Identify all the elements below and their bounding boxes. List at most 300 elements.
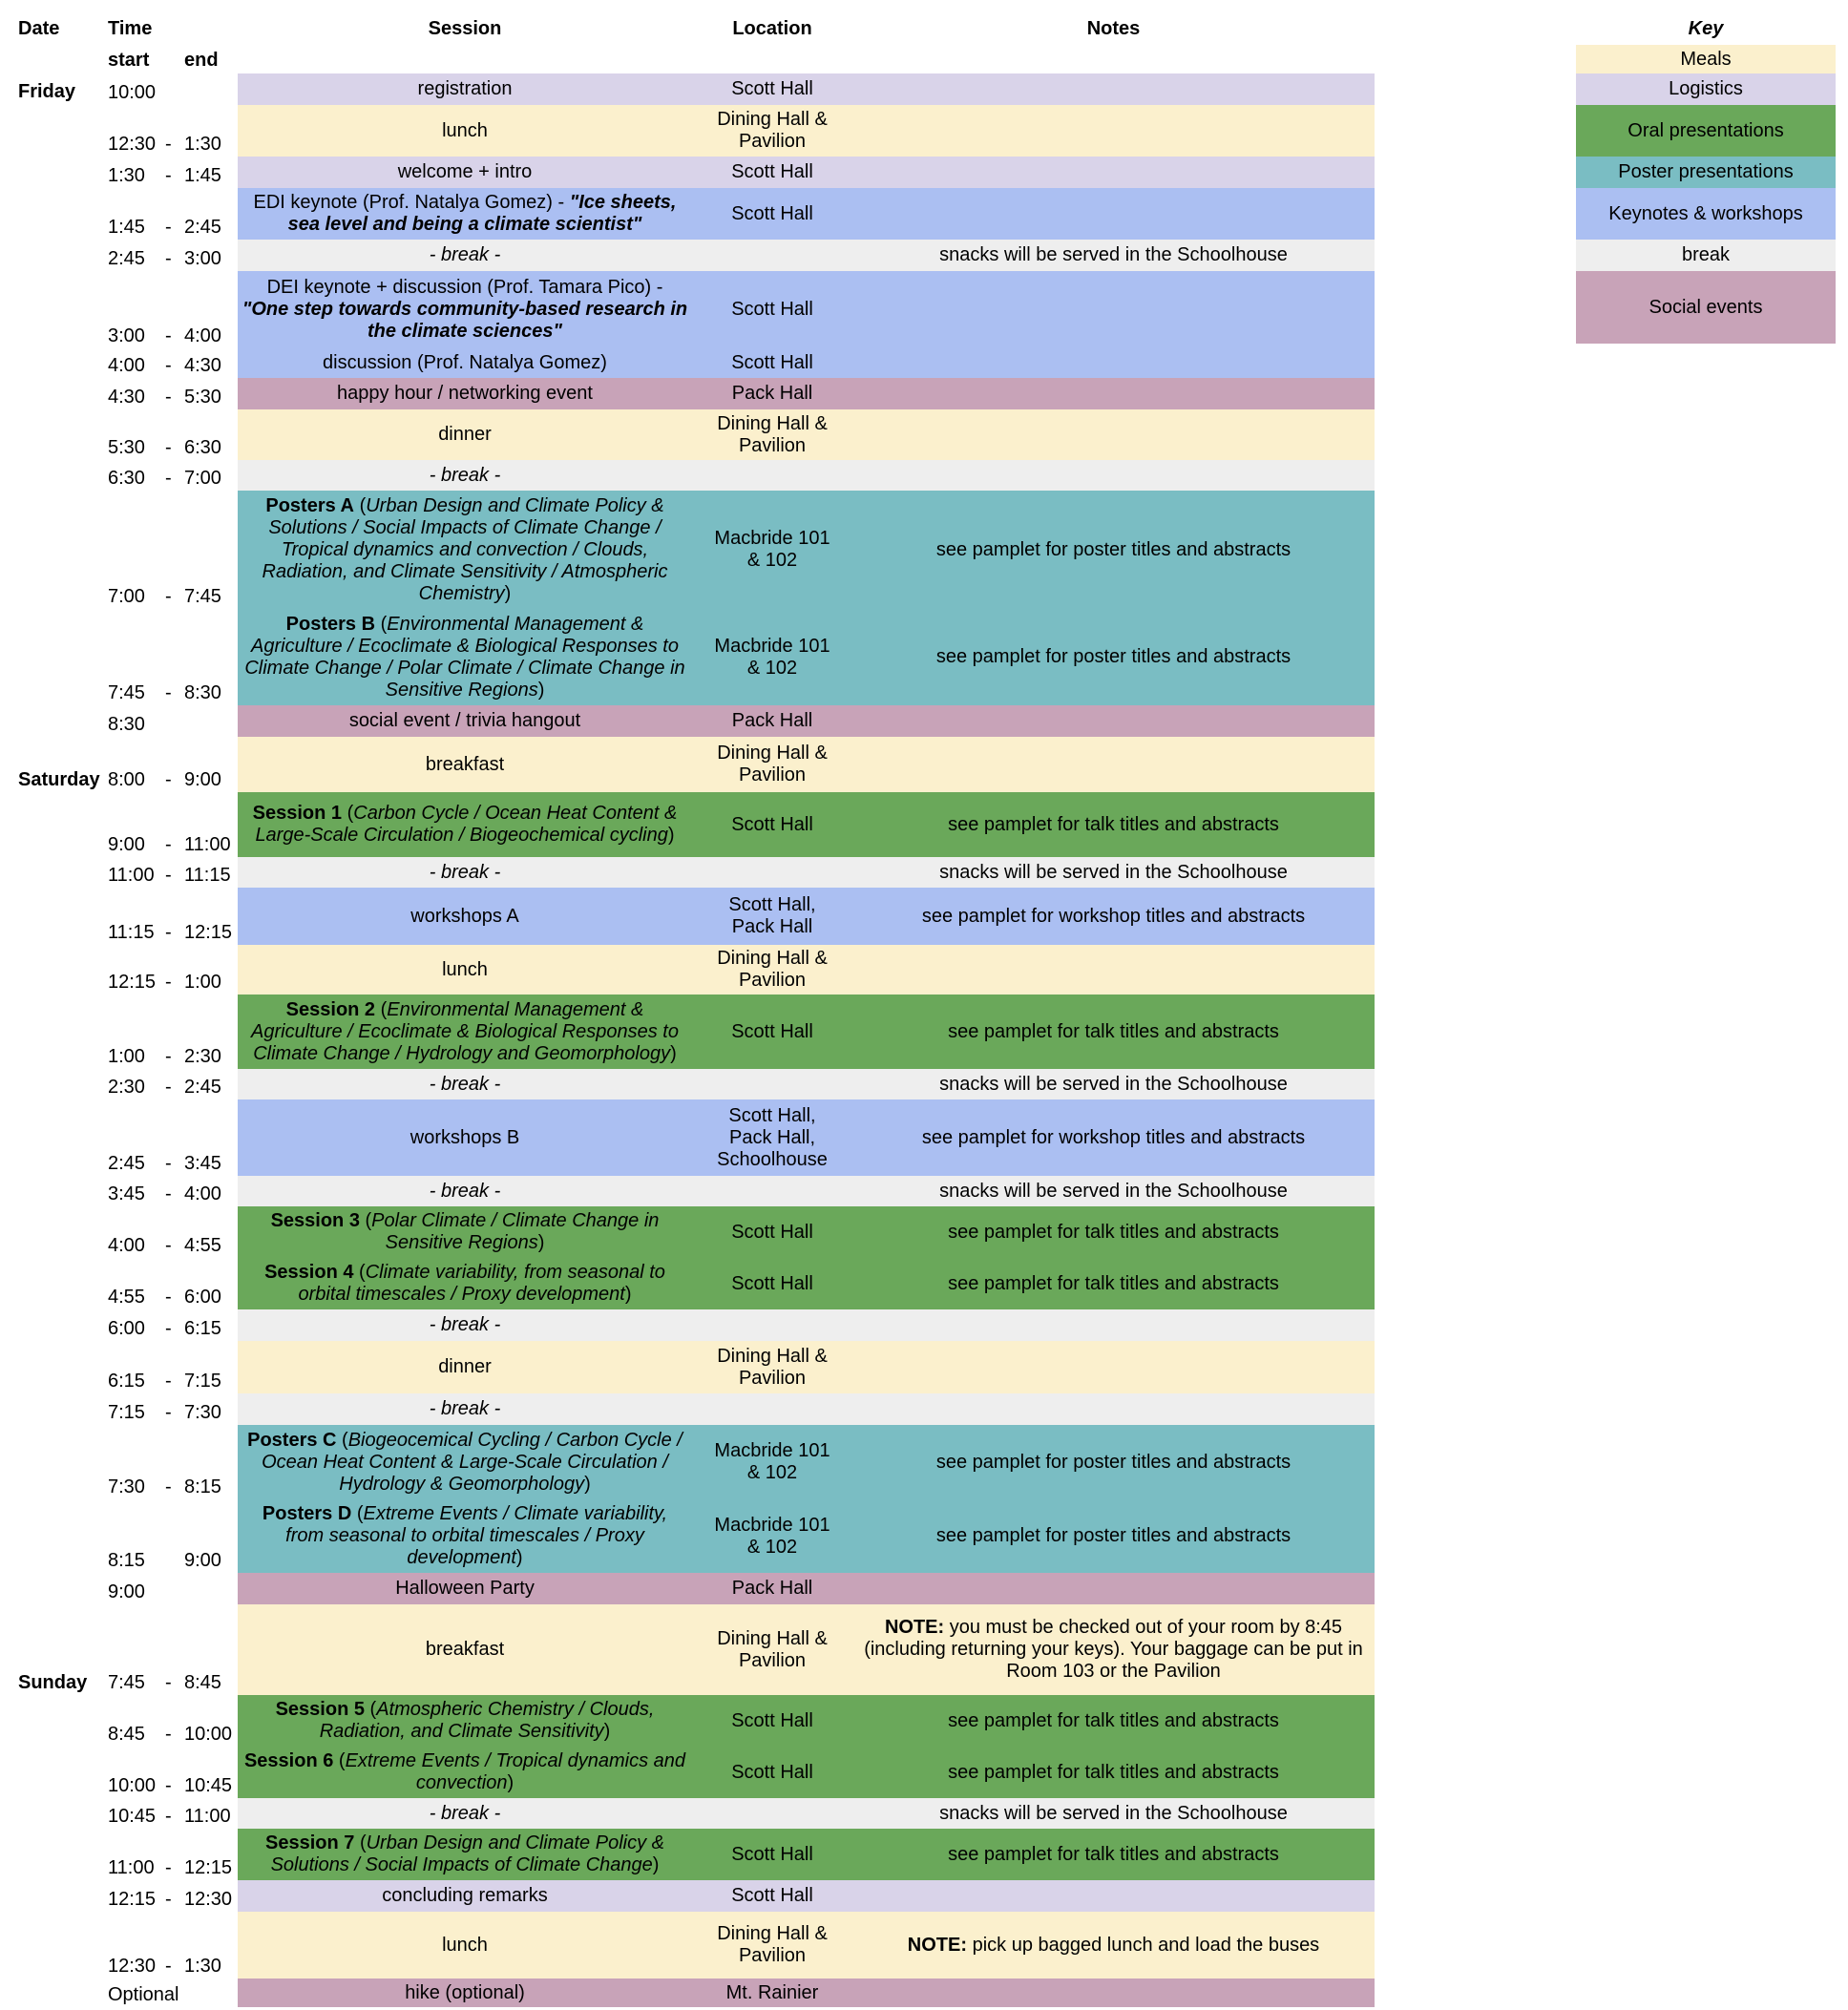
location-cell: Macbride 101 & 102 xyxy=(714,1440,830,1483)
time-start: 6:30 xyxy=(108,468,145,489)
table-row xyxy=(0,792,1375,857)
time-start: 1:45 xyxy=(108,217,145,238)
key-item: break xyxy=(1576,240,1836,271)
time-start: 1:30 xyxy=(108,165,145,186)
session-cell xyxy=(238,188,692,240)
notes-cell: see pamplet for poster titles and abstracts xyxy=(935,1525,1292,1546)
time-start: Optional xyxy=(108,1984,179,2005)
key-item: Social events xyxy=(1576,271,1836,344)
session-cell xyxy=(238,945,692,995)
notes-cell: see pamplet for talk titles and abstracts xyxy=(948,1709,1279,1731)
session-cell xyxy=(238,1604,692,1695)
session-text: Posters C xyxy=(247,1429,337,1451)
header-notes: Notes xyxy=(1086,18,1141,39)
time-start: 12:15 xyxy=(108,972,157,993)
notes-cell: see pamplet for poster titles and abstracts xyxy=(935,646,1292,667)
time-end: 1:30 xyxy=(184,1956,221,1977)
time-separator: - xyxy=(165,1806,172,1827)
time-separator: - xyxy=(165,1889,172,1910)
key-item: Logistics xyxy=(1576,73,1836,105)
session-text: ( xyxy=(353,1262,366,1283)
session-text: - break - xyxy=(429,1802,501,1824)
notes-cell: see pamplet for talk titles and abstracts xyxy=(948,813,1279,835)
time-end: 7:00 xyxy=(184,468,221,489)
notes-cell: see pamplet for talk titles and abstracts xyxy=(948,1020,1279,1042)
session-text: ( xyxy=(375,613,388,635)
time-end: 8:45 xyxy=(184,1672,221,1693)
time-separator: - xyxy=(165,1956,172,1977)
table-row xyxy=(0,1573,1375,1604)
session-cell xyxy=(238,1206,692,1258)
time-start: 7:15 xyxy=(108,1402,145,1423)
session-cell xyxy=(238,609,692,705)
time-separator: - xyxy=(165,865,172,886)
location-cell: Dining Hall & Pavilion xyxy=(717,412,828,456)
session-text: ) xyxy=(507,1772,514,1793)
table-row xyxy=(0,491,1375,609)
session-text: - break - xyxy=(429,861,501,883)
time-end: 11:00 xyxy=(184,834,231,855)
key-item: Poster presentations xyxy=(1576,157,1836,188)
session-text: DEI keynote + discussion (Prof. Tamara Pico) - xyxy=(266,277,663,298)
session-text: - break - xyxy=(429,244,501,265)
location-cell: Scott Hall, Pack Hall, Schoolhouse xyxy=(717,1104,828,1170)
session-cell xyxy=(238,1393,692,1425)
table-row xyxy=(0,1393,1375,1425)
session-cell xyxy=(238,1880,692,1912)
session-cell xyxy=(238,737,692,792)
session-cell xyxy=(238,1069,692,1099)
time-start: 4:55 xyxy=(108,1287,145,1308)
time-start: 11:15 xyxy=(108,922,155,943)
location-cell xyxy=(692,1798,852,1829)
session-text: ) xyxy=(537,1232,545,1253)
notes-cell xyxy=(852,105,1375,157)
session-text: Carbon Cycle / Ocean Heat Content & Large-Scale Circulation / Biogeochemical cycling xyxy=(255,803,678,846)
session-text: Polar Climate / Climate Change in Sensitive Regions xyxy=(371,1210,660,1253)
table-row xyxy=(0,378,1375,409)
time-separator: - xyxy=(165,1476,172,1497)
session-text: Session 2 xyxy=(285,998,376,1020)
table-row xyxy=(0,1206,1375,1258)
session-text: - break - xyxy=(429,1314,501,1335)
session-text: social event / trivia hangout xyxy=(348,710,581,731)
location-cell: Scott Hall xyxy=(731,299,813,320)
table-row xyxy=(0,609,1375,705)
time-end: 9:00 xyxy=(184,769,221,790)
session-text: lunch xyxy=(442,1934,488,1956)
time-separator: - xyxy=(165,1724,172,1745)
table-row xyxy=(0,1258,1375,1309)
location-cell xyxy=(692,1309,852,1341)
table-row xyxy=(0,1499,1375,1573)
session-text: discussion (Prof. Natalya Gomez) xyxy=(323,352,607,373)
time-end: 1:45 xyxy=(184,165,221,186)
notes-cell xyxy=(852,1979,1375,2007)
session-text: ( xyxy=(364,1699,377,1720)
location-cell: Scott Hall xyxy=(731,161,813,182)
time-start: 2:30 xyxy=(108,1077,145,1098)
table-row xyxy=(0,1341,1375,1393)
notes-cell xyxy=(852,1309,1375,1341)
notes-emphasis: NOTE: xyxy=(884,1617,945,1638)
location-cell: Dining Hall & Pavilion xyxy=(717,948,828,991)
location-cell: Pack Hall xyxy=(731,710,813,731)
session-text: dinner xyxy=(438,424,492,445)
time-end: 1:00 xyxy=(184,972,221,993)
time-end: 8:30 xyxy=(184,682,221,703)
time-separator: - xyxy=(165,834,172,855)
session-text: happy hour / networking event xyxy=(337,383,593,404)
location-cell xyxy=(692,1176,852,1206)
table-row xyxy=(0,995,1375,1069)
session-cell xyxy=(238,1798,692,1829)
time-start: 12:30 xyxy=(108,134,157,155)
location-cell xyxy=(692,857,852,888)
session-text: concluding remarks xyxy=(382,1885,548,1906)
table-row xyxy=(0,157,1375,188)
session-cell xyxy=(238,1258,692,1309)
session-text: ( xyxy=(354,1832,367,1853)
session-text: ) xyxy=(652,1854,660,1875)
table-row xyxy=(0,409,1375,460)
session-text: "Ice sheets, sea level and being a climate scientist" xyxy=(287,192,677,235)
notes-cell: snacks will be served in the Schoolhouse xyxy=(939,244,1288,265)
location-cell: Dining Hall & Pavilion xyxy=(717,1627,828,1671)
time-separator: - xyxy=(165,1287,172,1308)
session-text: - break - xyxy=(429,1073,501,1095)
session-text: registration xyxy=(417,78,513,99)
location-cell: Macbride 101 & 102 xyxy=(714,528,830,571)
session-cell xyxy=(238,240,692,271)
location-cell: Scott Hall xyxy=(731,202,813,224)
table-row xyxy=(0,240,1375,271)
time-end: 4:55 xyxy=(184,1235,221,1256)
session-cell xyxy=(238,888,692,945)
time-start: 7:45 xyxy=(108,682,145,703)
time-separator: - xyxy=(165,325,172,346)
notes-cell xyxy=(852,1573,1375,1604)
time-end: 10:45 xyxy=(184,1775,233,1796)
location-cell xyxy=(692,240,852,271)
session-text: ) xyxy=(667,825,675,846)
location-cell: Mt. Rainier xyxy=(725,1981,819,2003)
time-start: 4:00 xyxy=(108,1235,145,1256)
time-start: 12:30 xyxy=(108,1956,157,1977)
time-end: 2:45 xyxy=(184,217,221,238)
table-row xyxy=(0,1829,1375,1880)
session-cell xyxy=(238,1573,692,1604)
session-text: - break - xyxy=(429,1180,501,1202)
time-separator: - xyxy=(165,586,172,607)
table-row xyxy=(0,1099,1375,1176)
notes-cell xyxy=(852,1341,1375,1393)
location-cell: Scott Hall xyxy=(731,1272,813,1294)
time-start: 7:30 xyxy=(108,1476,145,1497)
time-end: 4:30 xyxy=(184,355,221,376)
time-end: 6:30 xyxy=(184,437,221,458)
key-item: Oral presentations xyxy=(1576,105,1836,157)
table-row xyxy=(0,888,1375,945)
session-text: Halloween Party xyxy=(395,1578,535,1599)
location-cell: Scott Hall xyxy=(731,1020,813,1042)
notes-cell: snacks will be served in the Schoolhouse xyxy=(939,1802,1288,1824)
time-separator: - xyxy=(165,682,172,703)
session-text: Environmental Management & Agriculture / Ecoclimate & Biological Responses to Climate Change / Hydrology and Geomorphology xyxy=(251,998,679,1064)
header-time: Time xyxy=(108,18,153,39)
notes-cell xyxy=(852,1393,1375,1425)
time-end: 7:15 xyxy=(184,1371,221,1392)
session-cell xyxy=(238,491,692,609)
table-row xyxy=(0,857,1375,888)
session-text: Session 4 xyxy=(264,1262,354,1283)
time-end: 12:15 xyxy=(184,1857,233,1878)
time-separator: - xyxy=(165,1371,172,1392)
session-text: Session 5 xyxy=(275,1699,365,1720)
key-item: Keynotes & workshops xyxy=(1576,188,1836,240)
session-text: Session 1 xyxy=(252,803,343,824)
table-row xyxy=(0,1798,1375,1829)
table-row xyxy=(0,1309,1375,1341)
location-cell: Dining Hall & Pavilion xyxy=(717,109,828,152)
time-start: 4:30 xyxy=(108,387,145,408)
notes-cell xyxy=(852,409,1375,460)
time-end: 11:15 xyxy=(184,865,231,886)
time-end: 7:45 xyxy=(184,586,221,607)
location-cell: Scott Hall xyxy=(731,813,813,835)
notes-cell: see pamplet for workshop titles and abstracts xyxy=(921,905,1306,927)
session-text: dinner xyxy=(438,1356,492,1377)
time-separator: - xyxy=(165,355,172,376)
location-cell: Scott Hall xyxy=(731,1221,813,1243)
table-row xyxy=(0,1747,1375,1798)
session-cell xyxy=(238,1499,692,1573)
time-separator: - xyxy=(165,468,172,489)
time-end: 4:00 xyxy=(184,1183,221,1204)
table-row xyxy=(0,188,1375,240)
time-separator: - xyxy=(165,437,172,458)
time-start: 8:00 xyxy=(108,769,145,790)
time-separator: - xyxy=(165,217,172,238)
session-cell xyxy=(238,1829,692,1880)
time-start: 8:15 xyxy=(108,1550,145,1571)
notes-cell: snacks will be served in the Schoolhouse xyxy=(939,1180,1288,1202)
time-end: 5:30 xyxy=(184,387,221,408)
session-text: lunch xyxy=(442,119,488,141)
location-cell: Dining Hall & Pavilion xyxy=(717,1923,828,1966)
table-row xyxy=(0,105,1375,157)
time-start: 6:15 xyxy=(108,1371,145,1392)
time-separator: - xyxy=(165,1857,172,1878)
table-row xyxy=(0,945,1375,995)
time-separator: - xyxy=(165,922,172,943)
time-start: 6:00 xyxy=(108,1318,145,1339)
time-separator: - xyxy=(165,1235,172,1256)
date-friday: Friday xyxy=(18,81,76,102)
notes-cell: see pamplet for talk titles and abstracts xyxy=(948,1843,1279,1865)
session-text: ( xyxy=(375,998,388,1020)
time-end: 3:00 xyxy=(184,248,221,269)
time-end: 10:00 xyxy=(184,1724,233,1745)
time-separator: - xyxy=(165,769,172,790)
location-cell: Pack Hall xyxy=(731,383,813,404)
table-row xyxy=(0,1176,1375,1206)
session-cell xyxy=(238,348,692,378)
location-cell: Scott Hall xyxy=(731,1709,813,1731)
time-start: 9:00 xyxy=(108,1581,145,1602)
notes-cell: see pamplet for poster titles and abstracts xyxy=(935,1451,1292,1473)
header-end: end xyxy=(184,50,219,71)
session-cell xyxy=(238,1309,692,1341)
time-end: 3:45 xyxy=(184,1153,221,1174)
session-text: Biogeocemical Cycling / Carbon Cycle / Ocean Heat Content & Large-Scale Circulation / Hydrology & Geomorphology xyxy=(262,1429,682,1495)
session-text: - break - xyxy=(429,464,501,486)
time-end: 11:00 xyxy=(184,1806,231,1827)
time-end: 8:15 xyxy=(184,1476,221,1497)
key-title: Key xyxy=(1688,18,1724,39)
location-cell: Scott Hall xyxy=(731,1843,813,1865)
table-row xyxy=(0,737,1375,792)
session-text: "One step towards community-based research in the climate sciences" xyxy=(242,299,688,342)
session-text: hike (optional) xyxy=(405,1981,525,2003)
table-row xyxy=(0,1979,1375,2007)
session-text: ( xyxy=(333,1750,346,1771)
location-cell: Macbride 101 & 102 xyxy=(714,1514,830,1558)
header-session: Session xyxy=(428,18,502,39)
notes-cell: snacks will be served in the Schoolhouse xyxy=(939,861,1288,883)
time-start: 10:00 xyxy=(108,82,157,103)
date-label: Sunday xyxy=(18,1672,88,1693)
session-text: Climate variability, from seasonal to orbital timescales / Proxy development xyxy=(298,1262,665,1305)
session-cell xyxy=(238,792,692,857)
table-row xyxy=(0,1695,1375,1747)
table-row xyxy=(0,1912,1375,1979)
notes-cell xyxy=(852,378,1375,409)
time-start: 1:00 xyxy=(108,1046,145,1067)
notes-cell xyxy=(852,705,1375,737)
session-text: Posters B xyxy=(285,613,376,635)
session-cell xyxy=(238,705,692,737)
time-start: 11:00 xyxy=(108,865,155,886)
location-cell: Scott Hall xyxy=(731,1885,813,1906)
session-text: ) xyxy=(515,1547,523,1568)
notes-cell: snacks will be served in the Schoolhouse xyxy=(939,1073,1288,1095)
session-text: ) xyxy=(624,1284,632,1305)
session-text: Environmental Management & Agriculture / Ecoclimate & Biological Responses to Climate Change / Polar Climate / Climate Change in Sensitive Regions xyxy=(244,613,685,701)
time-separator: - xyxy=(165,387,172,408)
notes-emphasis: NOTE: xyxy=(907,1934,968,1956)
session-text: ) xyxy=(504,582,512,604)
time-separator: - xyxy=(165,1672,172,1693)
time-end: 1:30 xyxy=(184,134,221,155)
session-text: ( xyxy=(336,1429,348,1451)
time-separator: - xyxy=(165,1046,172,1067)
time-end: 12:30 xyxy=(184,1889,233,1910)
notes-cell xyxy=(852,188,1375,240)
time-separator: - xyxy=(165,165,172,186)
notes-cell: NOTE: pick up bagged lunch and load the buses xyxy=(907,1934,1320,1956)
location-cell: Scott Hall, Pack Hall xyxy=(728,894,816,937)
session-cell xyxy=(238,271,692,348)
session-text: Extreme Events / Tropical dynamics and convection xyxy=(345,1750,686,1793)
table-row xyxy=(0,705,1375,737)
time-start: 7:00 xyxy=(108,586,145,607)
table-row xyxy=(0,73,1375,105)
time-separator: - xyxy=(165,1318,172,1339)
time-separator: - xyxy=(165,248,172,269)
time-end: 12:15 xyxy=(184,922,233,943)
location-cell: Pack Hall xyxy=(731,1578,813,1599)
key-item: Meals xyxy=(1576,45,1836,73)
session-text: Posters A xyxy=(265,494,355,516)
location-cell: Scott Hall xyxy=(731,352,813,373)
session-text: Posters D xyxy=(262,1503,352,1524)
time-start: 5:30 xyxy=(108,437,145,458)
notes-cell xyxy=(852,73,1375,105)
time-start: 3:00 xyxy=(108,325,145,346)
session-cell xyxy=(238,73,692,105)
time-start: 8:45 xyxy=(108,1724,145,1745)
time-start: 2:45 xyxy=(108,1153,145,1174)
time-start: 3:45 xyxy=(108,1183,145,1204)
session-text: Urban Design and Climate Policy & Solutions / Social Impacts of Climate Change xyxy=(270,1832,664,1875)
session-text: ) xyxy=(537,679,545,701)
session-text: lunch xyxy=(442,958,488,980)
session-text: Extreme Events / Climate variability, from seasonal to orbital timescales / Proxy development xyxy=(285,1503,668,1568)
session-text: breakfast xyxy=(425,753,505,775)
session-cell xyxy=(238,157,692,188)
notes-cell: see pamplet for talk titles and abstracts xyxy=(948,1221,1279,1243)
session-cell xyxy=(238,1341,692,1393)
notes-cell: see pamplet for talk titles and abstracts xyxy=(948,1272,1279,1294)
time-start: 4:00 xyxy=(108,355,145,376)
session-text: ) xyxy=(670,1042,677,1064)
notes-cell xyxy=(852,460,1375,491)
session-cell xyxy=(238,1979,692,2007)
session-text: Urban Design and Climate Policy & Solutions / Social Impacts of Climate Change / Tropical dynamics and convection / Clouds, Radiation, and Climate Sensitivity / Atmospheric Chemistry xyxy=(262,494,668,604)
table-row xyxy=(0,1604,1375,1695)
session-text: workshops B xyxy=(410,1126,520,1148)
session-cell xyxy=(238,1425,692,1499)
session-text: Session 7 xyxy=(265,1832,355,1853)
session-text: ) xyxy=(584,1473,591,1495)
session-cell xyxy=(238,1176,692,1206)
session-text: Atmospheric Chemistry / Clouds, Radiation, and Climate Sensitivity xyxy=(319,1699,655,1742)
notes-cell: see pamplet for workshop titles and abstracts xyxy=(921,1126,1306,1148)
session-cell xyxy=(238,1747,692,1798)
session-text: Session 3 xyxy=(270,1210,360,1231)
session-cell xyxy=(238,1695,692,1747)
location-cell: Macbride 101 & 102 xyxy=(714,635,830,679)
time-start: 8:30 xyxy=(108,714,145,735)
location-cell: Dining Hall & Pavilion xyxy=(717,1345,828,1389)
time-end: 7:30 xyxy=(184,1402,221,1423)
session-text: ) xyxy=(603,1721,611,1742)
location-cell xyxy=(692,1393,852,1425)
session-cell xyxy=(238,1099,692,1176)
time-end: 4:00 xyxy=(184,325,221,346)
notes-cell: see pamplet for poster titles and abstracts xyxy=(935,538,1292,560)
location-cell xyxy=(692,460,852,491)
notes-cell xyxy=(852,945,1375,995)
session-text: - break - xyxy=(429,1398,501,1419)
session-text: ( xyxy=(354,494,367,516)
time-start: 11:00 xyxy=(108,1857,155,1878)
location-cell: Scott Hall xyxy=(731,1761,813,1783)
session-cell xyxy=(238,995,692,1069)
session-text: breakfast xyxy=(425,1639,505,1660)
session-cell xyxy=(238,378,692,409)
